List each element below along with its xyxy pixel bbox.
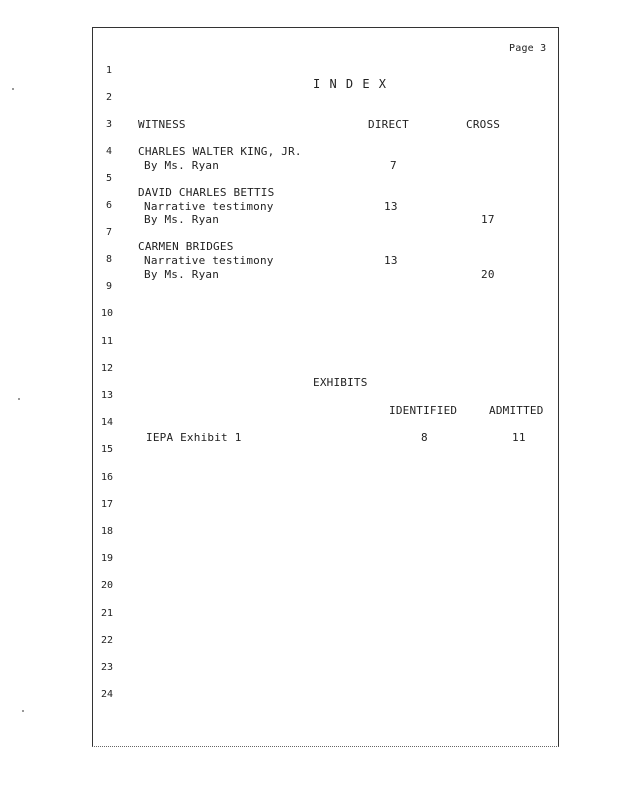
line-number: 14 [101, 417, 114, 428]
line-number: 3 [106, 119, 113, 130]
line-number: 2 [106, 92, 113, 103]
line-number: 4 [106, 146, 113, 157]
line-number: 8 [106, 254, 113, 265]
exhibit-identified-page: 8 [421, 431, 428, 444]
line-number: 5 [106, 173, 113, 184]
witness-name: CARMEN BRIDGES [138, 240, 234, 253]
scan-speck [22, 710, 24, 712]
witness-name: DAVID CHARLES BETTIS [138, 186, 275, 199]
line-number: 10 [101, 308, 114, 319]
line-number: 9 [106, 281, 113, 292]
line-number: 22 [101, 635, 114, 646]
examination-label: By Ms. Ryan [144, 213, 220, 226]
page-label: Page 3 [509, 43, 547, 54]
direct-page: 7 [390, 159, 397, 172]
line-number: 7 [106, 227, 113, 238]
examination-label: Narrative testimony [144, 200, 274, 213]
exhibits-title: EXHIBITS [313, 376, 368, 389]
line-number: 18 [101, 526, 114, 537]
exhibit-admitted-page: 11 [512, 431, 526, 444]
line-number: 20 [101, 580, 114, 591]
cross-column-header: CROSS [466, 118, 501, 131]
admitted-column-header: ADMITTED [489, 404, 544, 417]
cross-page: 20 [481, 268, 495, 281]
cross-page: 17 [481, 213, 495, 226]
line-number: 1 [106, 65, 113, 76]
scan-speck [18, 398, 20, 400]
line-number: 17 [101, 499, 114, 510]
line-number: 12 [101, 363, 114, 374]
line-number: 11 [101, 336, 114, 347]
page-title: I N D E X [313, 77, 388, 91]
line-number: 19 [101, 553, 114, 564]
scan-speck [12, 88, 14, 90]
identified-column-header: IDENTIFIED [389, 404, 458, 417]
examination-label: By Ms. Ryan [144, 159, 220, 172]
line-number: 23 [101, 662, 114, 673]
line-number: 21 [101, 608, 114, 619]
direct-page: 13 [384, 200, 398, 213]
witness-column-header: WITNESS [138, 118, 186, 131]
line-number: 16 [101, 472, 114, 483]
line-number: 15 [101, 444, 114, 455]
line-number: 24 [101, 689, 114, 700]
examination-label: By Ms. Ryan [144, 268, 220, 281]
line-number: 13 [101, 390, 114, 401]
examination-label: Narrative testimony [144, 254, 274, 267]
witness-name: CHARLES WALTER KING, JR. [138, 145, 302, 158]
direct-column-header: DIRECT [368, 118, 409, 131]
exhibit-name: IEPA Exhibit 1 [146, 431, 242, 444]
line-number: 6 [106, 200, 113, 211]
direct-page: 13 [384, 254, 398, 267]
